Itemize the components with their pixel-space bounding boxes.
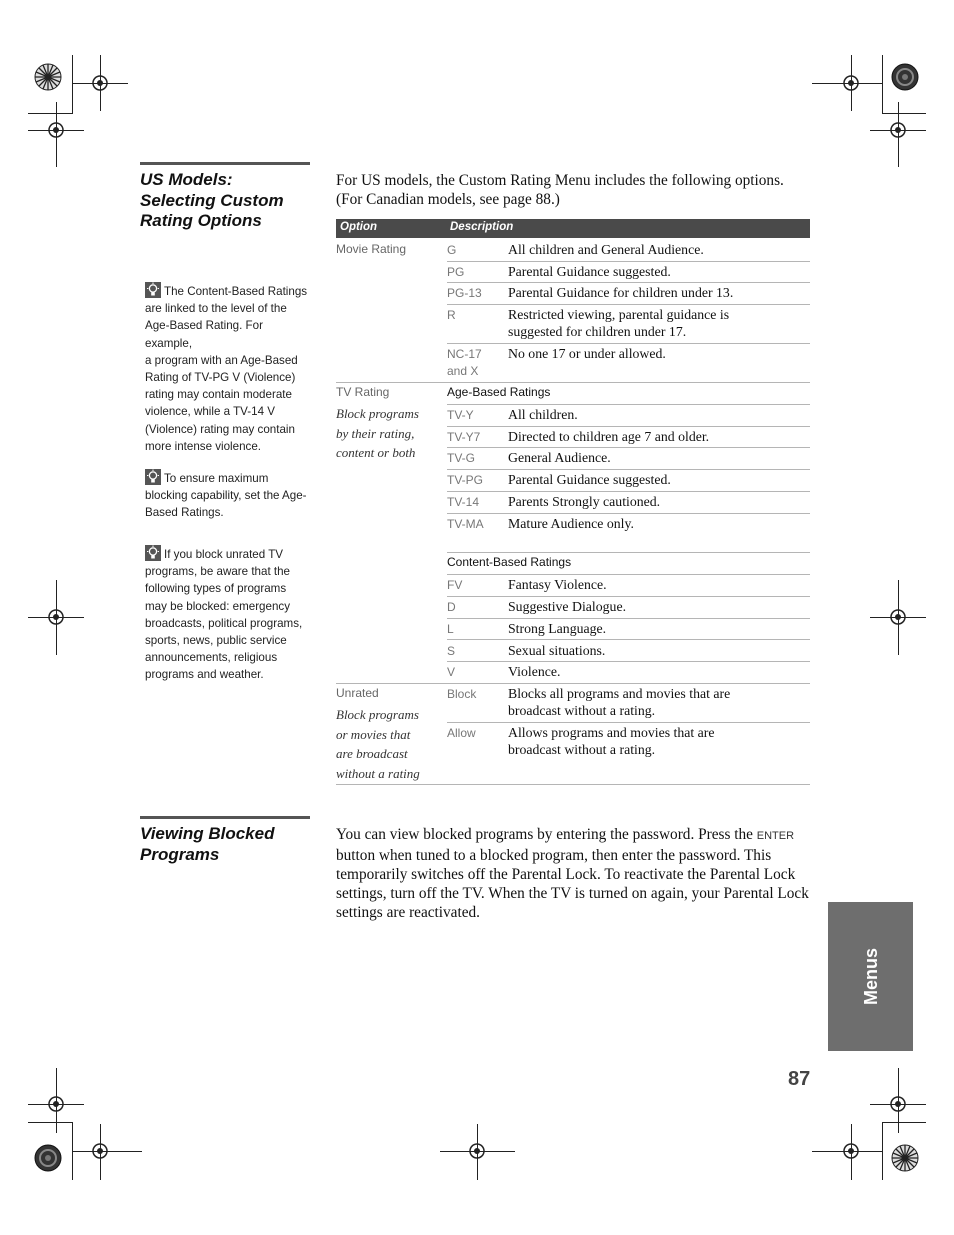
option-movie-rating: Movie Rating bbox=[336, 242, 407, 256]
column-header-option: Option bbox=[340, 221, 378, 233]
section-rule bbox=[140, 162, 310, 165]
rating-description: Directed to children age 7 and older. bbox=[508, 429, 710, 444]
rating-description: Suggestive Dialogue. bbox=[508, 599, 627, 614]
row-divider bbox=[447, 304, 810, 305]
section-divider bbox=[336, 683, 810, 684]
crosshair-icon bbox=[467, 1141, 487, 1161]
row-divider bbox=[447, 596, 810, 597]
row-divider bbox=[447, 574, 810, 575]
rating-code: TV-14 bbox=[447, 495, 480, 509]
crosshair-icon bbox=[841, 73, 861, 93]
rating-code: S bbox=[447, 644, 456, 658]
crosshair-icon bbox=[888, 607, 908, 627]
table-header bbox=[336, 219, 810, 238]
page-number: 87 bbox=[788, 1068, 811, 1090]
lightbulb-icon bbox=[145, 469, 161, 485]
option-tv-rating: TV Rating bbox=[336, 385, 390, 399]
tip-maximum-blocking: To ensure maximum blocking capability, set the Age- Based Ratings. bbox=[145, 469, 311, 522]
rating-description: All children and General Audience. bbox=[508, 242, 704, 257]
row-divider bbox=[447, 722, 810, 723]
crosshair-icon bbox=[46, 607, 66, 627]
row-divider bbox=[447, 426, 810, 427]
rating-description: Sexual situations. bbox=[508, 643, 606, 658]
rating-description: Violence. bbox=[508, 664, 561, 679]
heading-line: Selecting Custom bbox=[140, 190, 284, 210]
color-rosette-icon bbox=[34, 1144, 62, 1172]
rating-description: Fantasy Violence. bbox=[508, 577, 607, 592]
rating-code: Allow bbox=[447, 726, 476, 740]
row-divider bbox=[447, 447, 810, 448]
row-divider bbox=[447, 404, 810, 405]
heading-line: US Models: bbox=[140, 170, 233, 189]
crosshair-icon bbox=[90, 73, 110, 93]
rating-description: Parental Guidance suggested. bbox=[508, 472, 671, 487]
rating-code: PG-13 bbox=[447, 286, 482, 300]
crosshair-icon bbox=[46, 1094, 66, 1114]
rating-code: D bbox=[447, 600, 456, 614]
option-unrated-note: Block programs or movies that are broadcast without a rating bbox=[336, 707, 420, 781]
option-tv-note: Block programs by their rating, content or both bbox=[336, 406, 419, 460]
row-divider bbox=[447, 639, 810, 640]
enter-key-label: ENTER bbox=[756, 830, 795, 842]
chapter-side-tab bbox=[828, 902, 913, 1051]
heading-line: Rating Options bbox=[140, 211, 262, 230]
heading-line: Viewing Blocked bbox=[140, 824, 275, 843]
row-divider bbox=[447, 261, 810, 262]
row-divider bbox=[447, 513, 810, 514]
rating-description: Parents Strongly cautioned. bbox=[508, 494, 661, 509]
row-divider bbox=[447, 491, 810, 492]
age-based-heading: Age-Based Ratings bbox=[447, 385, 551, 399]
rating-description: Parental Guidance suggested. bbox=[508, 264, 671, 279]
row-divider bbox=[447, 282, 810, 283]
tip-unrated-programs: If you block unrated TV programs, be aware that the following types of programs may be blocked: emergency broadcasts, political programs, sports, news, public service announcements, religious programs and weather. bbox=[145, 545, 311, 684]
lightbulb-icon bbox=[145, 545, 161, 561]
side-tab-label: Menus bbox=[861, 948, 881, 1006]
rating-description: No one 17 or under allowed. bbox=[508, 346, 666, 361]
section-heading-viewing-blocked bbox=[140, 824, 310, 865]
rating-code: L bbox=[447, 622, 454, 636]
rating-description: All children. bbox=[508, 407, 578, 422]
table-bottom-rule bbox=[336, 784, 810, 785]
rating-description: Parental Guidance for children under 13. bbox=[508, 285, 734, 300]
crosshair-icon bbox=[90, 1141, 110, 1161]
rating-description: Strong Language. bbox=[508, 621, 607, 636]
content-based-heading: Content-Based Ratings bbox=[447, 555, 572, 569]
row-divider bbox=[447, 343, 810, 344]
rating-code: G bbox=[447, 243, 457, 257]
heading-line: Programs bbox=[140, 844, 220, 864]
column-header-description: Description bbox=[450, 221, 514, 233]
row-divider bbox=[447, 661, 810, 662]
tip-content-based: The Content-Based Ratings are linked to the level of the Age-Based Rating. For example, a program with an Age-Based Rating of TV-PG V (Violence) rating may contain moderate violence, while a TV-14 V (Violence) rating may contain more intense violence. bbox=[145, 282, 311, 455]
rating-description: Mature Audience only. bbox=[508, 516, 634, 531]
row-divider bbox=[447, 469, 810, 470]
section-divider bbox=[336, 382, 810, 383]
rating-code: FV bbox=[447, 578, 463, 592]
rating-code: R bbox=[447, 308, 456, 322]
rating-description: Blocks all programs and movies that are broadcast without a rating. bbox=[508, 686, 731, 718]
crosshair-icon bbox=[841, 1141, 861, 1161]
viewing-blocked-paragraph: You can view blocked programs by entering the password. Press the ENTER button when tuned to a blocked program, then enter the password. This temporarily switches off the Parental Lock. To reactivate the Parental Lock settings, turn off the TV. When the TV is turned on again, your Parental Lock settings are reactivated. bbox=[336, 826, 809, 921]
rating-code: NC-17 and X bbox=[447, 347, 482, 378]
rating-code: Block bbox=[447, 687, 477, 701]
lightbulb-icon bbox=[145, 282, 161, 298]
rating-description: Restricted viewing, parental guidance is suggested for children under 17. bbox=[508, 307, 730, 339]
color-rosette-icon bbox=[34, 63, 62, 91]
section-heading-custom-rating bbox=[140, 170, 310, 232]
row-divider bbox=[447, 552, 810, 553]
row-divider bbox=[447, 618, 810, 619]
intro-paragraph: For US models, the Custom Rating Menu includes the following options. (For Canadian models, see page 88.) bbox=[336, 172, 784, 208]
rating-code: TV-G bbox=[447, 451, 476, 465]
rating-description: General Audience. bbox=[508, 450, 611, 465]
section-rule bbox=[140, 816, 310, 819]
rating-description: Allows programs and movies that are broadcast without a rating. bbox=[508, 725, 715, 757]
crosshair-icon bbox=[888, 1094, 908, 1114]
crosshair-icon bbox=[46, 120, 66, 140]
rating-code: TV-Y bbox=[447, 408, 474, 422]
crosshair-icon bbox=[888, 120, 908, 140]
rating-code: PG bbox=[447, 265, 465, 279]
color-rosette-icon bbox=[891, 1144, 919, 1172]
rating-code: V bbox=[447, 665, 456, 679]
color-rosette-icon bbox=[891, 63, 919, 91]
rating-code: TV-PG bbox=[447, 473, 484, 487]
option-unrated: Unrated bbox=[336, 686, 379, 700]
rating-code: TV-MA bbox=[447, 517, 484, 531]
rating-code: TV-Y7 bbox=[447, 430, 481, 444]
